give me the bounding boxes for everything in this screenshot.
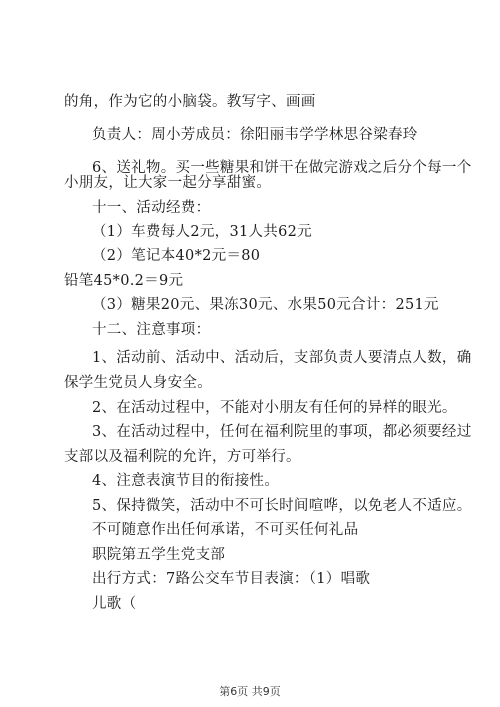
body-line: 1、活动前、活动中、活动后，支部负责人要清点人数，确 [92, 350, 472, 366]
body-line: 铅笔45*0.2＝9元 [64, 273, 184, 289]
body-line: 5、保持微笑，活动中不可长时间喧哗，以免老人不适应。 [92, 498, 472, 514]
body-line: 小朋友，让大家一起分享甜蜜。 [64, 175, 272, 191]
section-heading: 十一、活动经费： [92, 200, 211, 216]
body-line: 4、注意表演节目的衔接性。 [92, 473, 280, 489]
section-heading: 十二、注意事项： [92, 322, 211, 338]
body-line: （1）车费每人2元，31人共62元 [92, 224, 312, 240]
body-line: （3）糖果20元、果冻30元、水果50元合计：251元 [92, 297, 439, 313]
body-line: （2）笔记本40*2元＝80 [92, 248, 261, 264]
body-line: 支部以及福利院的允许，方可举行。 [64, 449, 301, 465]
body-line: 负责人：周小芳成员：徐阳丽韦学学林思谷梁春玲 [92, 127, 418, 143]
body-line: 不可随意作出任何承诺，不可买任何礼品 [92, 522, 359, 538]
body-line: 6、送礼物。买一些糖果和饼干在做完游戏之后分个每一个 [92, 160, 472, 176]
body-line: 2、在活动过程中，不能对小朋友有任何的异样的眼光。 [92, 400, 457, 416]
body-line: 3、在活动过程中，任何在福利院里的事项，都必须要经过 [92, 424, 472, 440]
body-line: 出行方式：7路公交车节目表演：（1）唱歌 [92, 571, 371, 587]
body-line: 的角，作为它的小脑袋。教写字、画画 [64, 94, 316, 110]
body-line: 保学生党员人身安全。 [64, 375, 212, 391]
page-footer: 第6页 共9页 [219, 685, 281, 698]
body-line: 儿歌（ [92, 596, 137, 612]
body-line: 职院第五学生党支部 [92, 547, 226, 563]
